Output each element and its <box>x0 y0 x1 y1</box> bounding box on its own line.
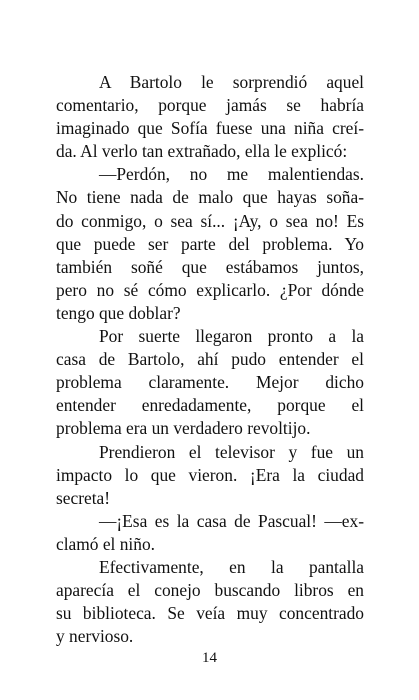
text-line: Prendieron el televisor y fue un <box>99 441 364 462</box>
text-line: tengo que doblar? <box>56 302 181 323</box>
text-line: pero no sé cómo explicarlo. ¿Por dónde <box>56 279 364 300</box>
text-line: también soñé que estábamos juntos, <box>56 256 364 277</box>
text-line: comentario, porque jamás se habría <box>56 95 364 116</box>
text-line: secreta! <box>56 487 111 508</box>
text-line: problema claramente. Mejor dicho <box>56 372 364 393</box>
text-line: impacto lo que vieron. ¡Era la ciudad <box>56 464 364 485</box>
text-line: Efectivamente, en la pantalla <box>99 556 364 577</box>
text-line: casa de Bartolo, ahí pudo entender el <box>56 349 364 370</box>
text-line: imaginado que Sofía fuese una niña creí- <box>56 118 364 139</box>
text-line: clamó el niño. <box>56 533 156 554</box>
page-number: 14 <box>202 650 217 666</box>
text-line: —¡Esa es la casa de Pascual! —ex- <box>99 510 364 531</box>
text-line: que puede ser parte del problema. Yo <box>56 233 364 254</box>
text-line: entender enredadamente, porque el <box>56 395 364 416</box>
text-line: problema era un verdadero revoltijo. <box>56 418 311 439</box>
text-line: do conmigo, o sea sí... ¡Ay, o sea no! Es <box>56 210 364 231</box>
text-line: aparecía el conejo buscando libros en <box>56 580 364 601</box>
text-line: Por suerte llegaron pronto a la <box>99 326 364 347</box>
body-text <box>56 71 364 648</box>
text-line: A Bartolo le sorprendió aquel <box>99 72 364 92</box>
text-line: No tiene nada de malo que hayas soña- <box>56 187 364 208</box>
text-line: —Perdón, no me malentiendas. <box>99 164 364 185</box>
text-line: da. Al verlo tan extrañado, ella le explicó: <box>56 141 348 162</box>
text-line: su biblioteca. Se veía muy concentrado <box>56 603 364 624</box>
text-line: y nervioso. <box>56 626 134 647</box>
